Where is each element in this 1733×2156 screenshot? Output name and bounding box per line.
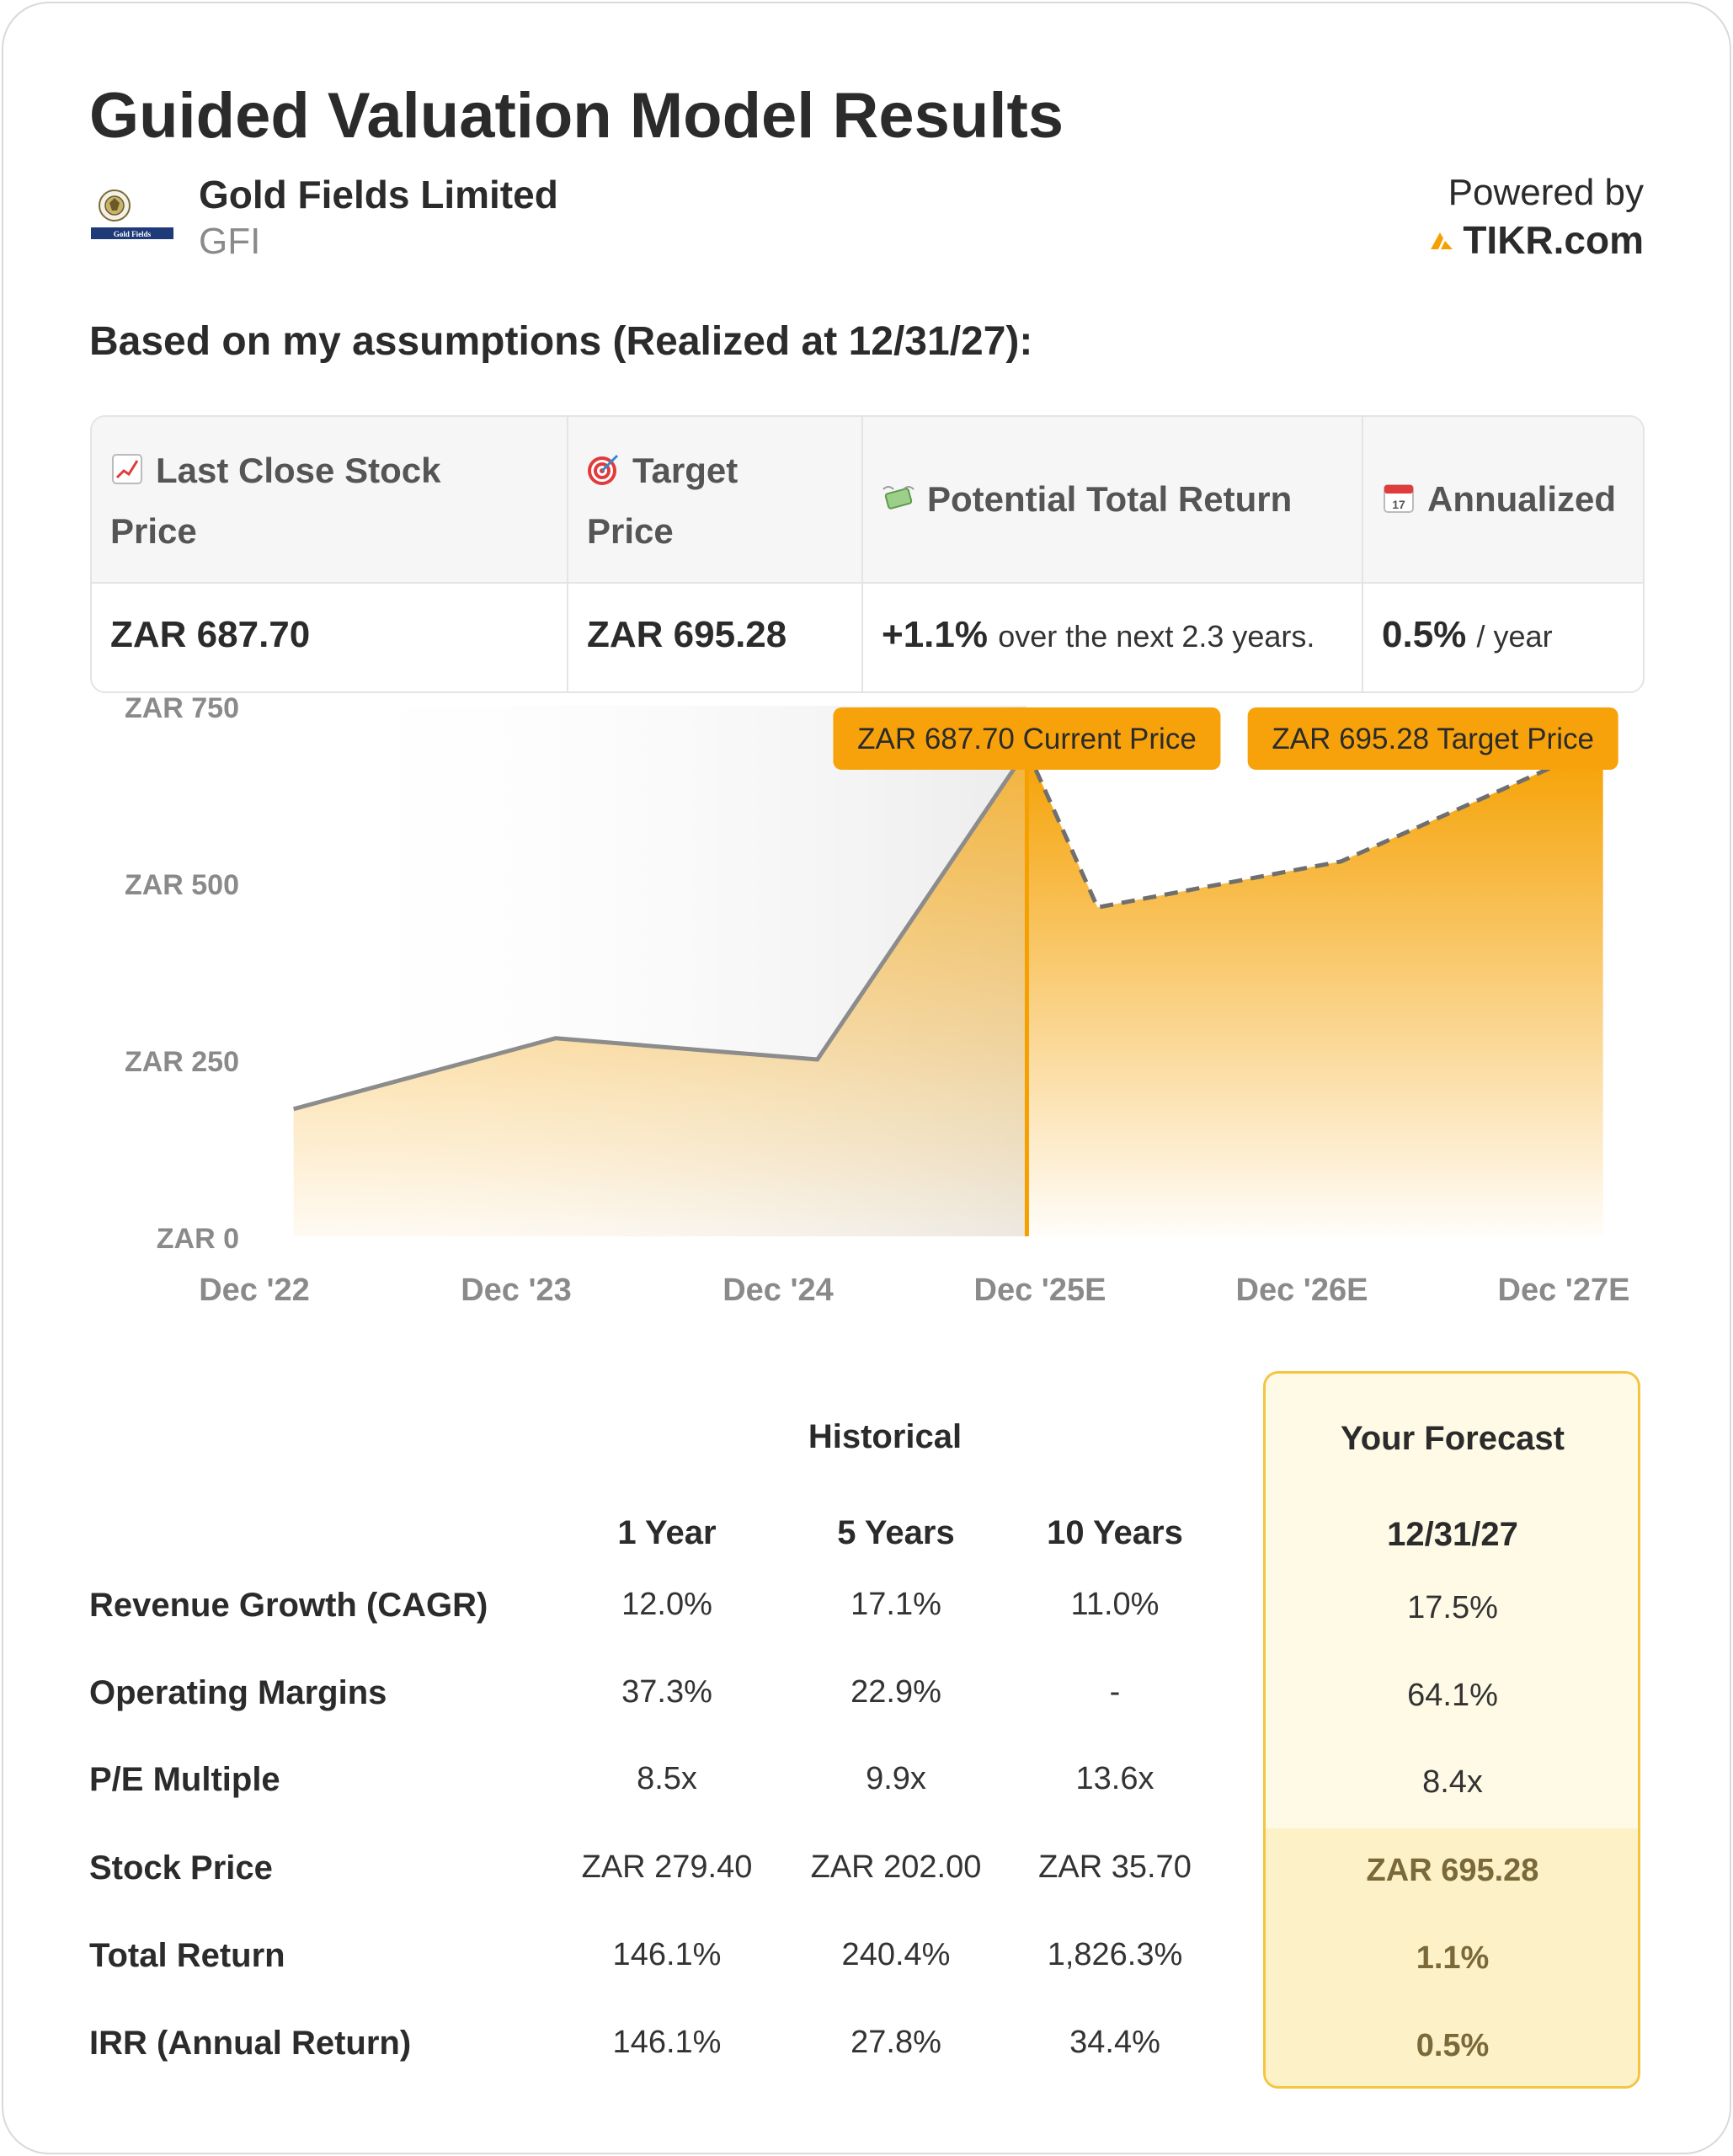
- row-label: P/E Multiple: [89, 1761, 280, 1798]
- page-title: Guided Valuation Model Results: [89, 80, 1064, 152]
- y-tick-label: ZAR 0: [156, 1223, 239, 1255]
- historical-value: 146.1%: [612, 2025, 722, 2060]
- forecast-date-header: 12/31/27: [1387, 1516, 1518, 1553]
- target-price-label: ZAR 695.28 Target Price: [1272, 723, 1594, 755]
- row-label: Revenue Growth (CAGR): [89, 1587, 488, 1624]
- calendar-icon: [1382, 481, 1416, 515]
- tikr-brand[interactable]: [1429, 217, 1644, 263]
- historical-value: 240.4%: [841, 1937, 951, 1972]
- forecast-value: ZAR 695.28: [1366, 1853, 1539, 1888]
- forecast-value: 1.1%: [1416, 1940, 1490, 1976]
- y-tick-label: ZAR 250: [124, 1046, 239, 1078]
- annualized-value: 0.5% / year: [1382, 614, 1553, 655]
- target-price-value: ZAR 695.28: [587, 614, 787, 655]
- historical-value: ZAR 35.70: [1038, 1849, 1192, 1885]
- historical-value: -: [1109, 1674, 1121, 1710]
- svg-text:17: 17: [1392, 498, 1405, 511]
- period-header: 1 Year: [617, 1514, 717, 1551]
- period-header: 5 Years: [837, 1514, 955, 1551]
- tikr-logo-icon: [1429, 229, 1454, 251]
- historical-value: ZAR 279.40: [581, 1849, 753, 1885]
- annualized-suffix: / year: [1476, 619, 1553, 654]
- historical-value: 34.4%: [1069, 2025, 1160, 2060]
- y-tick-label: ZAR 500: [124, 869, 239, 901]
- gold-fields-logo: [91, 185, 173, 246]
- chart-increasing-icon: [110, 452, 144, 486]
- total-return-value: +1.1% over the next 2.3 years.: [882, 614, 1315, 655]
- historical-value: 1,826.3%: [1047, 1937, 1183, 1972]
- forecast-value: 8.4x: [1422, 1764, 1483, 1800]
- x-tick-label: Dec '22: [199, 1273, 310, 1308]
- forecast-area: [1026, 744, 1602, 1236]
- x-tick-label: Dec '27E: [1497, 1273, 1630, 1308]
- last-close-value: ZAR 687.70: [110, 614, 311, 655]
- money-wings-icon: [882, 481, 915, 515]
- ticker-symbol: GFI: [199, 221, 261, 262]
- forecast-value: 64.1%: [1407, 1678, 1498, 1713]
- row-label: Stock Price: [89, 1849, 273, 1886]
- historical-value: 146.1%: [612, 1937, 722, 1972]
- row-label: IRR (Annual Return): [89, 2025, 412, 2062]
- forecast-value: 17.5%: [1407, 1590, 1498, 1625]
- x-tick-label: Dec '23: [461, 1273, 572, 1308]
- forecast-title: Your Forecast: [1341, 1420, 1565, 1457]
- summary-header-annualized: 17 Annualized: [1382, 469, 1629, 530]
- historical-value: 37.3%: [621, 1674, 712, 1710]
- summary-header-target: Target Price: [587, 451, 739, 551]
- summary-col-annualized: [1363, 417, 1643, 691]
- target-icon: [587, 452, 621, 486]
- summary-header-last-close: Last Close Stock Price: [110, 451, 441, 551]
- summary-col-target: [568, 417, 863, 691]
- historical-value: 11.0%: [1070, 1587, 1160, 1622]
- x-tick-label: Dec '24: [723, 1273, 834, 1308]
- price-chart: [0, 691, 1733, 1348]
- historical-value: ZAR 202.00: [810, 1849, 982, 1885]
- row-label: Total Return: [89, 1937, 285, 1974]
- historical-value: 12.0%: [621, 1587, 712, 1622]
- historical-value: 9.9x: [866, 1761, 926, 1796]
- summary-col-last-close: [92, 417, 568, 691]
- historical-value: 8.5x: [637, 1761, 697, 1796]
- x-tick-label: Dec '25E: [973, 1273, 1106, 1308]
- historical-value: 27.8%: [851, 2025, 941, 2060]
- assumptions-subtitle: Based on my assumptions (Realized at 12/31/27):: [89, 319, 1033, 364]
- x-tick-label: Dec '26E: [1235, 1273, 1368, 1308]
- historical-title: Historical: [808, 1418, 962, 1455]
- historical-value: 13.6x: [1075, 1761, 1154, 1796]
- summary-table: [90, 415, 1645, 693]
- summary-header-total-return: Potential Total Return: [882, 469, 1348, 530]
- forecast-column: [1263, 1371, 1640, 2089]
- tikr-brand-text: TIKR.com: [1463, 218, 1644, 262]
- period-header: 10 Years: [1047, 1514, 1183, 1551]
- company-name: Gold Fields Limited: [199, 173, 558, 216]
- y-tick-label: ZAR 750: [124, 692, 239, 724]
- historical-value: 22.9%: [851, 1674, 941, 1710]
- current-price-label: ZAR 687.70 Current Price: [857, 723, 1197, 755]
- forecast-value: 0.5%: [1416, 2028, 1490, 2063]
- row-label: Operating Margins: [89, 1674, 387, 1711]
- total-return-suffix: over the next 2.3 years.: [998, 619, 1315, 654]
- powered-by-label: Powered by: [1448, 172, 1644, 213]
- price-chart-svg: [0, 691, 1733, 1348]
- summary-col-total-return: [863, 417, 1363, 691]
- historical-value: 17.1%: [851, 1587, 941, 1622]
- logo-text: Gold Fields: [113, 230, 152, 238]
